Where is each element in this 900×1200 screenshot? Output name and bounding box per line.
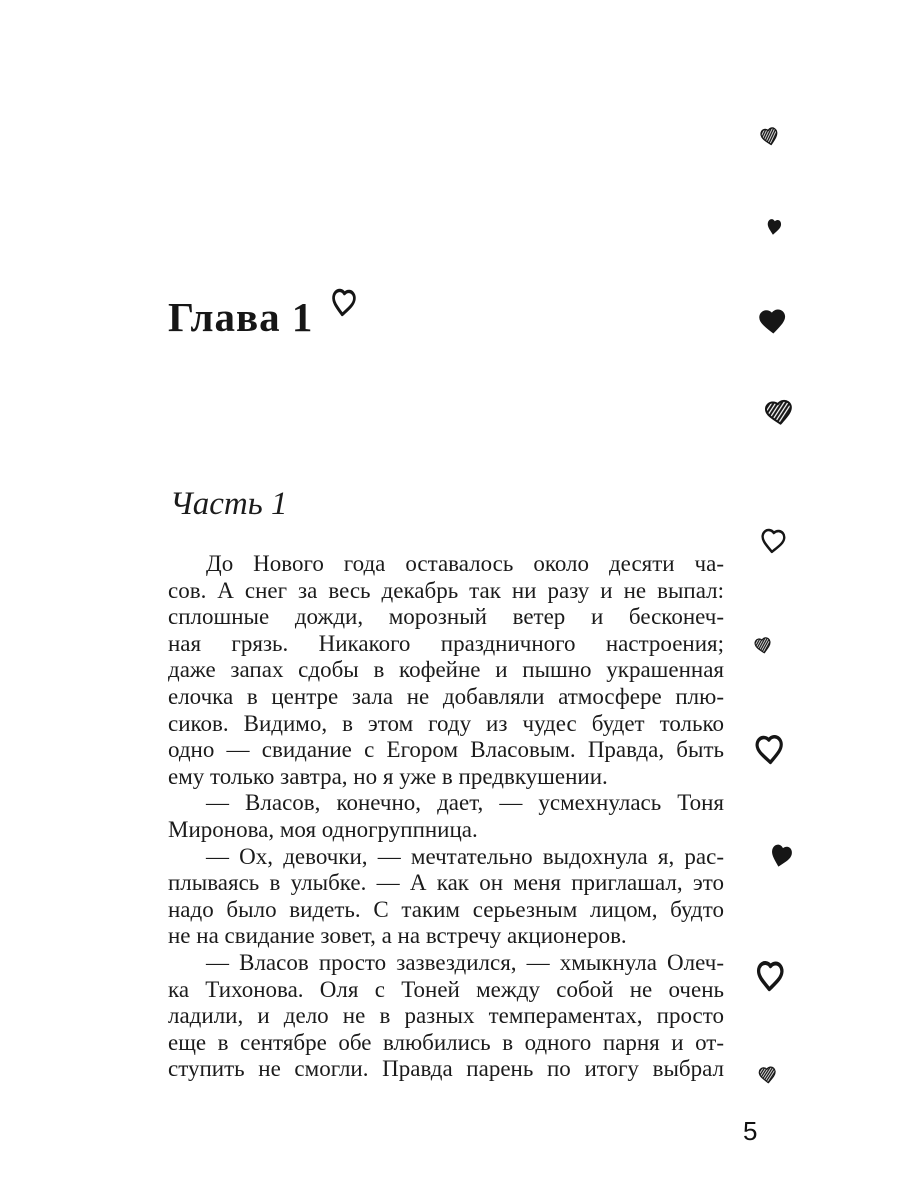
text-line: До Нового года оставалось около десяти ча-: [206, 551, 724, 576]
text-line: плываясь в улыбке. — А как он меня приглашал, это: [168, 870, 724, 896]
solid-heart-icon: [766, 840, 796, 873]
scribble-heart-icon: [752, 635, 773, 657]
page-number: 5: [743, 1116, 758, 1146]
text-line: ладили, и дело не в разных темпераментах, просто: [168, 1003, 724, 1029]
text-line: сиков. Видимо, в этом году из чудес будет только: [168, 710, 724, 736]
text-line: еще в сентябре обе влюбились в одного парня и от-: [168, 1029, 724, 1055]
text-line: — Власов, конечно, дает, — усмехнулась Тоня: [206, 790, 724, 816]
text-line: ему только завтра, но я уже в предвкушении.: [168, 763, 608, 789]
scribble-heart-icon: [762, 396, 796, 429]
solid-heart-icon: [756, 305, 789, 338]
solid-heart-icon: [765, 216, 784, 238]
text-line: ка Тихонова. Оля с Тоней между собой не очень: [168, 976, 724, 1002]
text-line: — Власов просто зазвездился, — хмыкнула Олеч-: [206, 949, 724, 975]
outline-heart-icon: [759, 526, 788, 557]
text-line: не на свидание зовет, а на встречу акционеров.: [168, 923, 627, 949]
scribble-heart-icon: [757, 1064, 778, 1086]
text-line: сов. А снег за весь декабрь так ни разу и не выпал:: [168, 577, 724, 603]
text-line: надо было видеть. С таким серьезным лицом, будто: [168, 896, 724, 922]
text-line: одно — свидание с Егором Власовым. Правда, быть: [168, 737, 724, 763]
scribble-heart-icon: [758, 124, 781, 148]
title-heart-doodle-icon: [329, 286, 357, 319]
body-text: [168, 551, 724, 1083]
text-line: ная грязь. Никакого праздничного настроения;: [168, 630, 724, 656]
text-line: елочка в центре зала не добавляли атмосфере плю-: [168, 683, 724, 709]
text-line: ступить не смогли. Правда парень по итогу выбрал: [168, 1056, 724, 1082]
text-line: Миронова, моя одногруппница.: [168, 816, 478, 842]
outline-heart-icon: [754, 732, 785, 767]
chapter-title: Глава 1: [168, 294, 314, 340]
text-line: — Ох, девочки, — мечтательно выдохнула я, рас-: [206, 843, 724, 869]
text-line: даже запах сдобы в кофейне и пышно украшенная: [168, 657, 724, 683]
outline-heart-icon: [755, 958, 785, 993]
text-line: сплошные дожди, морозный ветер и бесконеч-: [168, 604, 724, 630]
part-title: Часть 1: [170, 486, 288, 522]
